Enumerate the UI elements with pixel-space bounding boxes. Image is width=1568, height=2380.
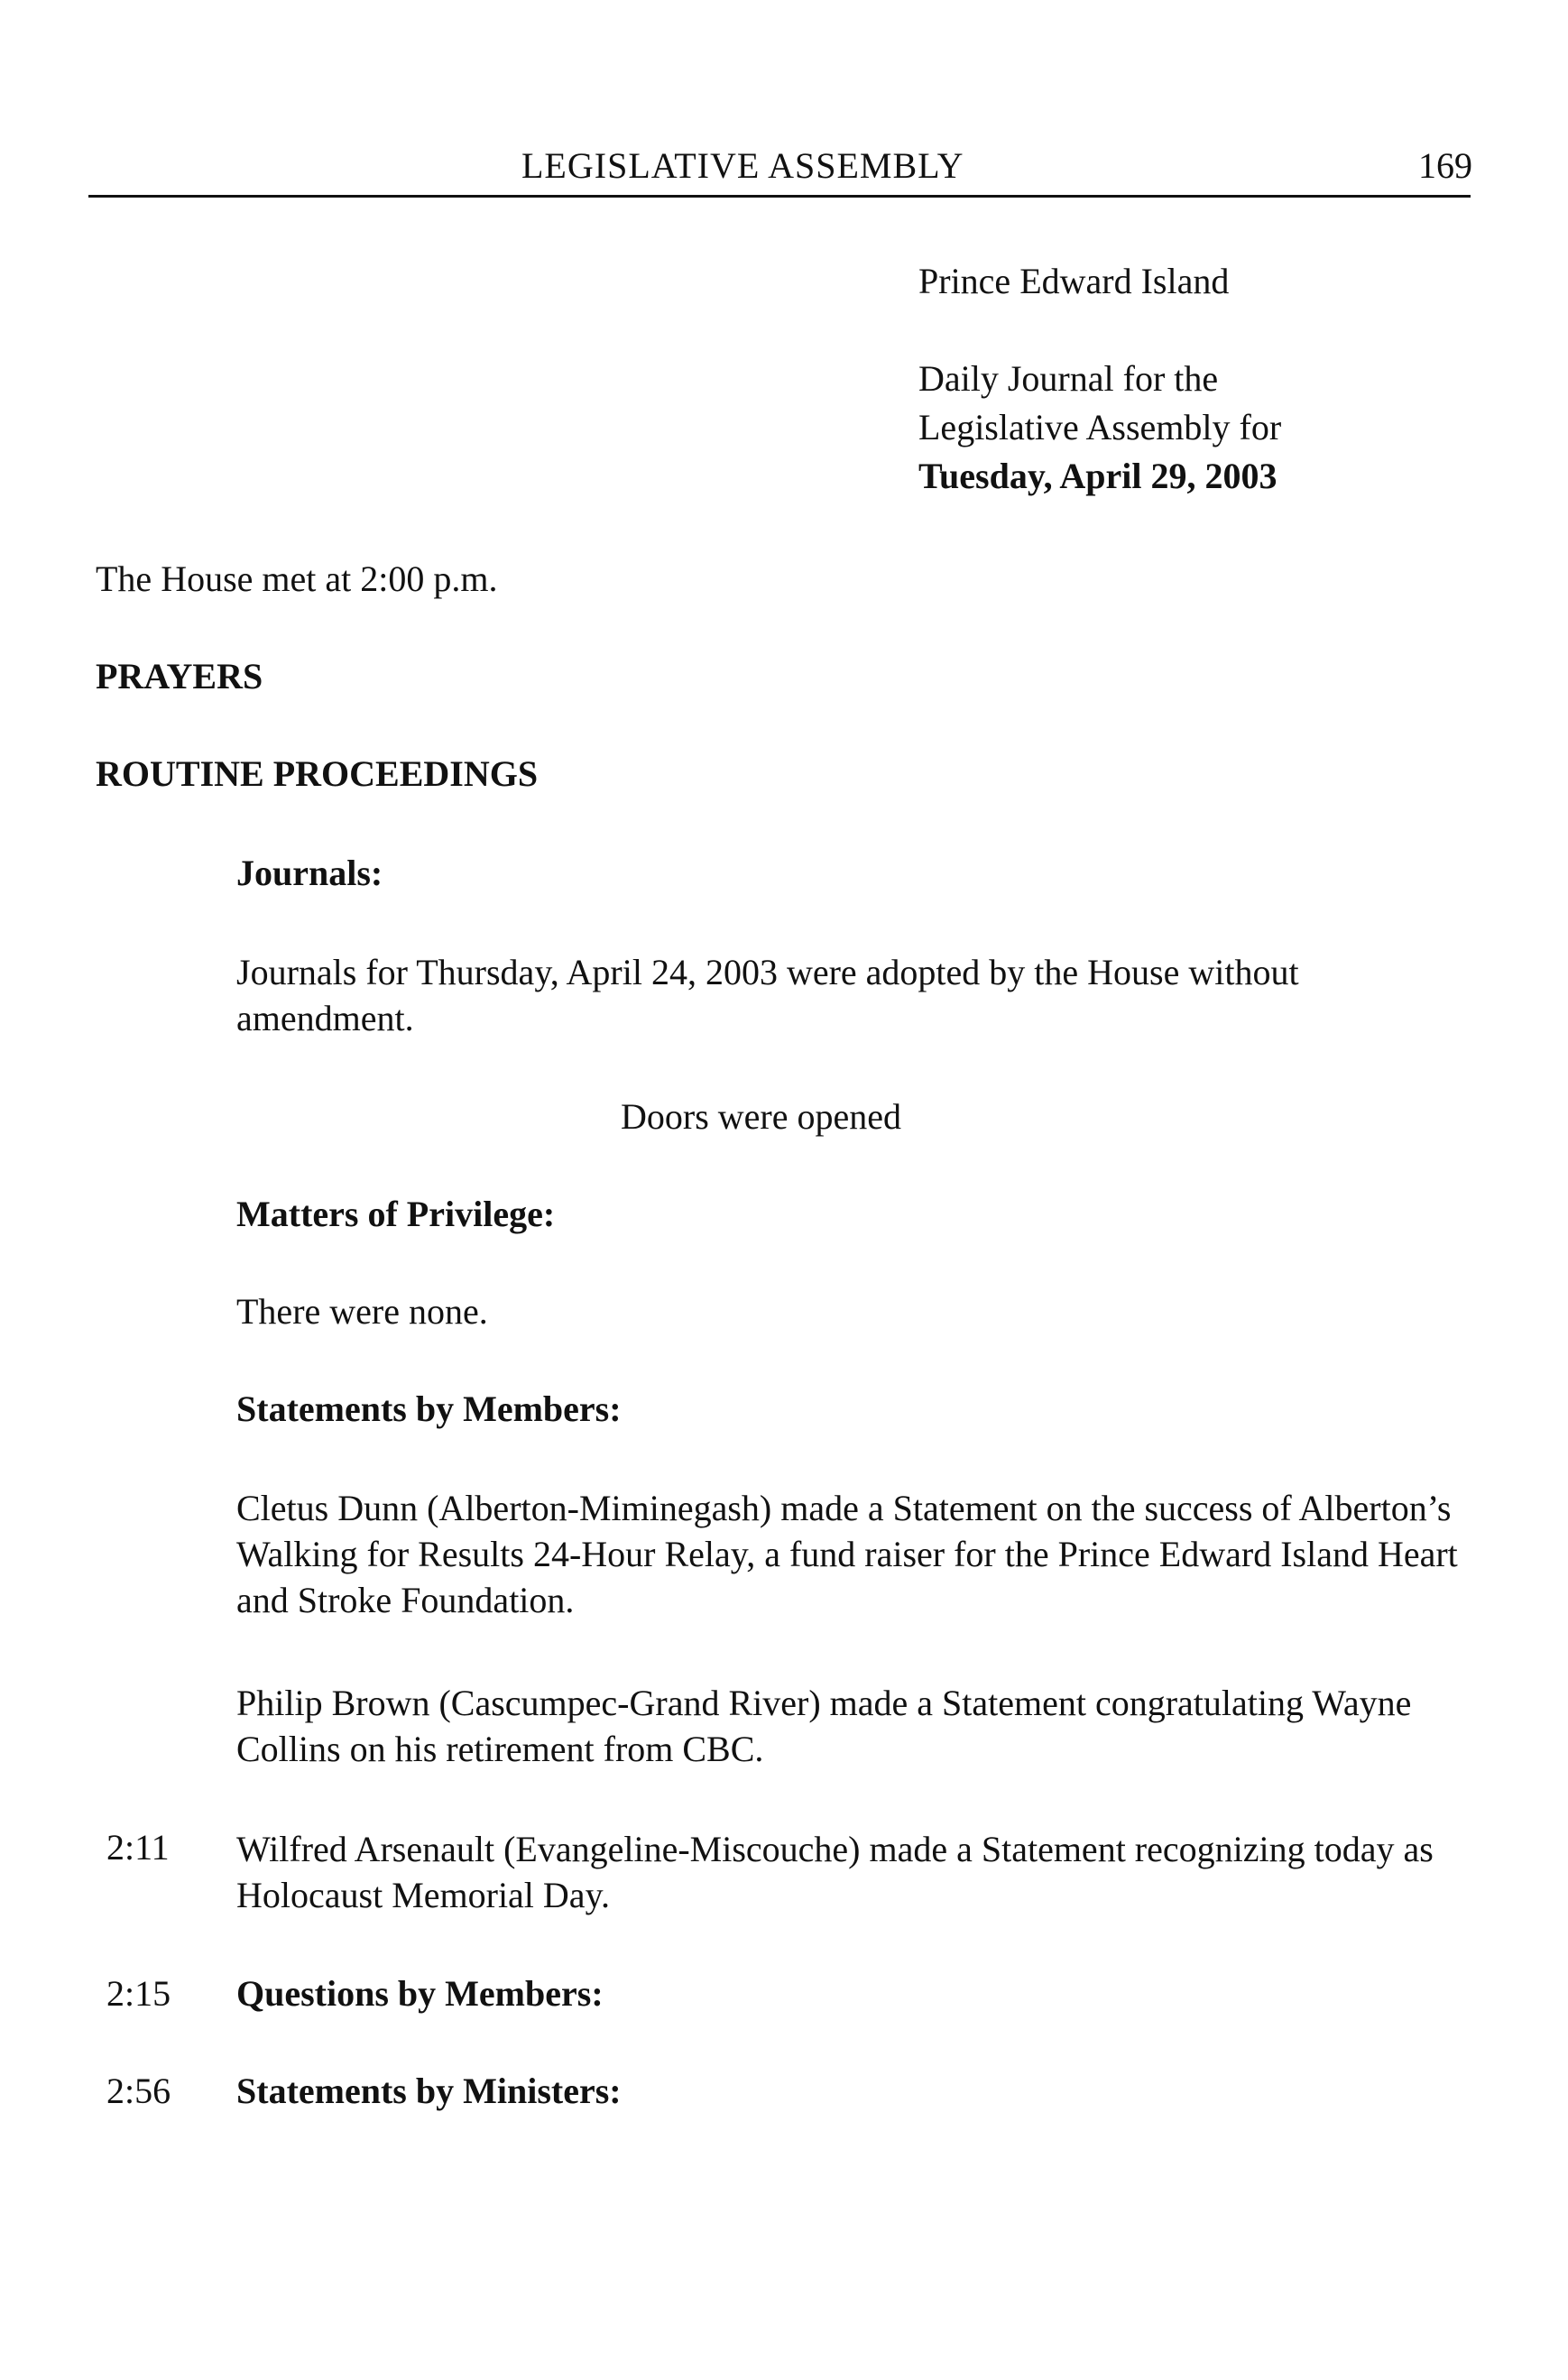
statements-by-members-heading: Statements by Members:: [236, 1388, 622, 1429]
statements-by-ministers-heading: Statements by Ministers:: [236, 2071, 622, 2111]
journals-text: Journals for Thursday, April 24, 2003 were adopted by the House without amendment.: [236, 952, 1299, 1038]
journal-title-line-1: Daily Journal for the: [918, 358, 1219, 399]
questions-time: 2:15: [106, 1973, 171, 2014]
member-statement-brown: Philip Brown (Cascumpec-Grand River) made a Statement congratulating Wayne Collins on his retirement from CBC.: [236, 1683, 1412, 1769]
member-statement-dunn: Cletus Dunn (Alberton-Miminegash) made a Statement on the success of Alberton’s Walking for Results 24-Hour Relay, a fund raiser for the Prince Edward Island Heart and Stroke Foundation.: [236, 1488, 1458, 1620]
journals-heading: Journals:: [236, 853, 383, 893]
routine-proceedings-heading: ROUTINE PROCEEDINGS: [96, 753, 539, 794]
running-header-title: LEGISLATIVE ASSEMBLY: [521, 145, 964, 186]
member-statement-arsenault: Wilfred Arsenault (Evangeline-Miscouche) made a Statement recognizing today as Holocaust Memorial Day.: [236, 1829, 1434, 1915]
header-rule: [88, 195, 1471, 198]
questions-by-members-heading: Questions by Members:: [236, 1973, 604, 2014]
matters-of-privilege-text: There were none.: [236, 1291, 488, 1332]
province-name: Prince Edward Island: [918, 261, 1230, 301]
journal-title-line-2: Legislative Assembly for: [918, 407, 1282, 447]
prayers-heading: PRAYERS: [96, 656, 263, 696]
matters-of-privilege-heading: Matters of Privilege:: [236, 1194, 556, 1234]
page-number: 169: [1418, 145, 1472, 186]
sitting-date: Tuesday, April 29, 2003: [918, 456, 1277, 496]
statement-time-arsenault: 2:11: [106, 1827, 170, 1868]
house-met-time: The House met at 2:00 p.m.: [96, 558, 498, 599]
ministers-time: 2:56: [106, 2071, 171, 2111]
doors-opened-note: Doors were opened: [621, 1096, 901, 1137]
